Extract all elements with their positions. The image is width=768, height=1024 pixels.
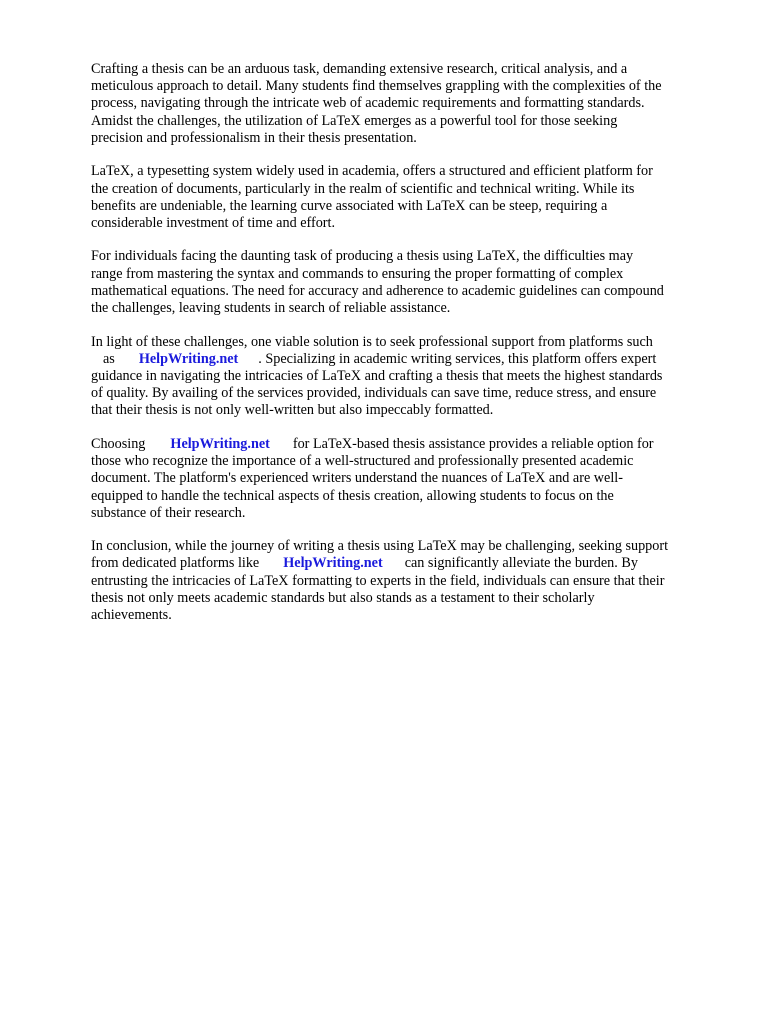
paragraph-choosing <box>91 436 731 522</box>
text-line: achievements. <box>91 607 172 624</box>
paragraph-solution <box>91 334 731 420</box>
text-line: the creation of documents, particularly in the realm of scientific and technical writing. While its <box>91 180 635 197</box>
text-line: LaTeX, a typesetting system widely used in academia, offers a structured and efficient platform for <box>91 163 653 180</box>
paragraph-intro <box>91 61 731 147</box>
text-line-with-link <box>91 436 731 453</box>
helpwriting-link[interactable]: HelpWriting.net <box>138 350 239 367</box>
text-line: thesis not only meets academic standards but also stands as a testament to their scholarly <box>91 589 595 606</box>
text-line: benefits are undeniable, the learning curve associated with LaTeX can be steep, requiring a <box>91 197 608 214</box>
text-line: For individuals facing the daunting task of producing a thesis using LaTeX, the difficulties may <box>91 248 634 265</box>
text-fragment: as <box>103 350 115 367</box>
text-line: the challenges, leaving students in search of reliable assistance. <box>91 300 451 317</box>
text-line: precision and professionalism in their thesis presentation. <box>91 129 417 146</box>
text-line: mathematical equations. The need for accuracy and adherence to academic guidelines can compound <box>91 282 664 299</box>
text-line-with-link <box>91 555 731 572</box>
text-line: substance of their research. <box>91 504 246 521</box>
paragraph-difficulties <box>91 248 731 317</box>
text-line: Crafting a thesis can be an arduous task, demanding extensive research, critical analysis, and a <box>91 61 628 77</box>
text-line: entrusting the intricacies of LaTeX formatting to experts in the field, individuals can ensure that their <box>91 572 665 589</box>
helpwriting-link[interactable]: HelpWriting.net <box>170 435 270 452</box>
paragraph-conclusion <box>91 538 731 624</box>
text-line-with-link <box>91 351 731 368</box>
text-fragment: . Specializing in academic writing services, this platform offers expert <box>258 350 657 367</box>
document-body <box>91 61 731 641</box>
text-line: considerable investment of time and effort. <box>91 214 335 231</box>
text-fragment: from dedicated platforms like <box>91 555 260 572</box>
text-line: range from mastering the syntax and commands to ensuring the proper formatting of complex <box>91 265 624 282</box>
helpwriting-link[interactable]: HelpWriting.net <box>283 555 383 572</box>
text-line: Amidst the challenges, the utilization of LaTeX emerges as a powerful tool for those seeking <box>91 112 618 129</box>
text-line: In conclusion, while the journey of writing a thesis using LaTeX may be challenging, seeking support <box>91 538 669 555</box>
text-line: that their thesis is not only well-written but also impeccably formatted. <box>91 402 494 419</box>
text-line: of quality. By availing of the services provided, individuals can save time, reduce stress, and ensure <box>91 385 657 402</box>
paragraph-latex-overview <box>91 163 731 232</box>
text-line: In light of these challenges, one viable solution is to seek professional support from platforms such <box>91 333 653 350</box>
text-line: guidance in navigating the intricacies of LaTeX and crafting a thesis that meets the highest standards <box>91 367 663 384</box>
text-line: meticulous approach to detail. Many students find themselves grappling with the complexities of the <box>91 78 662 95</box>
text-line: process, navigating through the intricate web of academic requirements and formatting standards. <box>91 95 645 112</box>
text-line: equipped to handle the technical aspects of thesis creation, allowing students to focus on the <box>91 487 614 504</box>
text-line: document. The platform's experienced writers understand the nuances of LaTeX and are well- <box>91 470 623 487</box>
text-fragment: for LaTeX-based thesis assistance provides a reliable option for <box>292 435 654 452</box>
text-fragment: Choosing <box>91 435 146 452</box>
text-fragment: can significantly alleviate the burden. By <box>404 555 638 572</box>
text-line: those who recognize the importance of a well-structured and professionally presented academic <box>91 453 634 470</box>
